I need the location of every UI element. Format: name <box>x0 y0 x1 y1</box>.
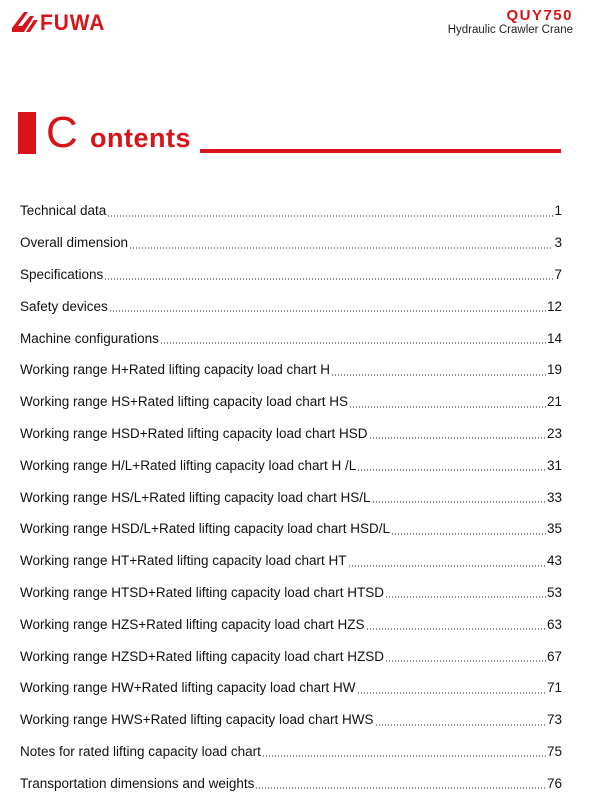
brand-logo <box>12 8 109 38</box>
model-name: QUY750 <box>506 7 573 24</box>
toc-entry[interactable] <box>20 513 562 545</box>
heading-initial: C <box>46 108 78 157</box>
toc-entry-page: 43 <box>546 553 562 569</box>
toc-entry[interactable] <box>20 322 562 354</box>
toc-dot-leader <box>375 724 546 726</box>
toc-entry-page: 7 <box>554 266 562 282</box>
toc-entry-page: 31 <box>546 457 562 473</box>
toc-entry[interactable] <box>20 290 562 322</box>
model-block <box>448 8 573 37</box>
toc-entry-title: Working range HSD+Rated lifting capacity load chart HSD <box>20 425 368 441</box>
model-subtitle: Hydraulic Crawler Crane <box>447 24 573 36</box>
toc-dot-leader <box>255 787 546 789</box>
toc-entry[interactable] <box>20 736 562 768</box>
toc-entry-title: Working range HW+Rated lifting capacity load chart HW <box>20 680 356 696</box>
toc-dot-leader <box>160 342 546 344</box>
toc-entry-page: 35 <box>546 521 562 537</box>
heading-underline <box>200 149 561 153</box>
toc-entry-page: 71 <box>546 680 562 696</box>
toc-entry-title: Transportation dimensions and weights <box>20 775 255 791</box>
toc-dot-leader <box>385 596 546 598</box>
toc-entry-title: Working range HSD/L+Rated lifting capacity load chart HSD/L <box>20 521 391 537</box>
contents-heading <box>18 108 563 158</box>
toc-dot-leader <box>385 660 546 662</box>
toc-dot-leader <box>262 755 546 757</box>
toc-entry-page: 23 <box>546 425 562 441</box>
toc-entry-page: 12 <box>546 298 562 314</box>
toc-entry-title: Working range HS+Rated lifting capacity load chart HS <box>20 394 349 410</box>
toc-entry-page: 67 <box>546 648 562 664</box>
toc-entry-page: 63 <box>546 616 562 632</box>
toc-entry-title: Notes for rated lifting capacity load chart <box>20 743 261 759</box>
toc-entry-title: Working range HZS+Rated lifting capacity load chart HZS <box>20 616 365 632</box>
toc-entry[interactable] <box>20 577 562 609</box>
toc-entry-page: 73 <box>546 712 562 728</box>
toc-entry[interactable] <box>20 640 562 672</box>
heading-text: ontents <box>90 123 191 153</box>
toc-dot-leader <box>104 278 553 280</box>
toc-entry-title: Safety devices <box>20 298 108 314</box>
heading-accent-bar <box>18 112 36 154</box>
toc-entry-page: 19 <box>546 362 562 378</box>
toc-dot-leader <box>129 247 553 249</box>
toc-entry[interactable] <box>20 767 562 799</box>
toc-dot-leader <box>369 437 546 439</box>
toc-dot-leader <box>366 628 546 630</box>
toc-entry-page: 33 <box>546 489 562 505</box>
toc-entry[interactable] <box>20 672 562 704</box>
toc-dot-leader <box>372 501 546 503</box>
toc-entry-page: 14 <box>546 330 562 346</box>
toc-entry-page: 75 <box>546 743 562 759</box>
toc-entry-title: Specifications <box>20 266 104 282</box>
toc-entry-title: Working range HZSD+Rated lifting capacity load chart HZSD <box>20 648 385 664</box>
toc-entry[interactable] <box>20 386 562 418</box>
toc-entry[interactable] <box>20 608 562 640</box>
toc-dot-leader <box>107 215 553 217</box>
toc-entry-title: Machine configurations <box>20 330 159 346</box>
toc-entry[interactable] <box>20 354 562 386</box>
toc-entry[interactable] <box>20 259 562 291</box>
toc-entry-title: Working range H/L+Rated lifting capacity load chart H /L <box>20 457 357 473</box>
toc-entry[interactable] <box>20 418 562 450</box>
toc-entry[interactable] <box>20 449 562 481</box>
toc-dot-leader <box>348 565 546 567</box>
table-of-contents <box>20 195 562 799</box>
toc-entry-title: Working range HTSD+Rated lifting capacity load chart HTSD <box>20 584 385 600</box>
toc-entry-page: 3 <box>554 235 562 251</box>
toc-entry-page: 76 <box>546 775 562 791</box>
toc-entry-title: Working range HWS+Rated lifting capacity load chart HWS <box>20 712 374 728</box>
toc-dot-leader <box>109 310 546 312</box>
toc-entry-page: 1 <box>554 203 562 219</box>
toc-entry-title: Overall dimension <box>20 235 129 251</box>
toc-dot-leader <box>357 469 546 471</box>
toc-dot-leader <box>391 533 546 535</box>
toc-entry[interactable] <box>20 545 562 577</box>
fuwa-logo-icon <box>12 10 38 36</box>
toc-dot-leader <box>357 692 546 694</box>
toc-entry-title: Working range HS/L+Rated lifting capacity load chart HS/L <box>20 489 371 505</box>
toc-entry[interactable] <box>20 195 562 227</box>
toc-entry[interactable] <box>20 704 562 736</box>
toc-entry-page: 53 <box>546 584 562 600</box>
toc-entry-title: Working range HT+Rated lifting capacity load chart HT <box>20 553 347 569</box>
toc-dot-leader <box>331 374 546 376</box>
toc-entry-title: Technical data <box>20 203 107 219</box>
toc-dot-leader <box>349 406 546 408</box>
toc-entry[interactable] <box>20 481 562 513</box>
toc-entry-page: 21 <box>546 394 562 410</box>
toc-entry[interactable] <box>20 227 562 259</box>
toc-entry-title: Working range H+Rated lifting capacity load chart H <box>20 362 331 378</box>
brand-name: FUWA <box>40 10 106 35</box>
